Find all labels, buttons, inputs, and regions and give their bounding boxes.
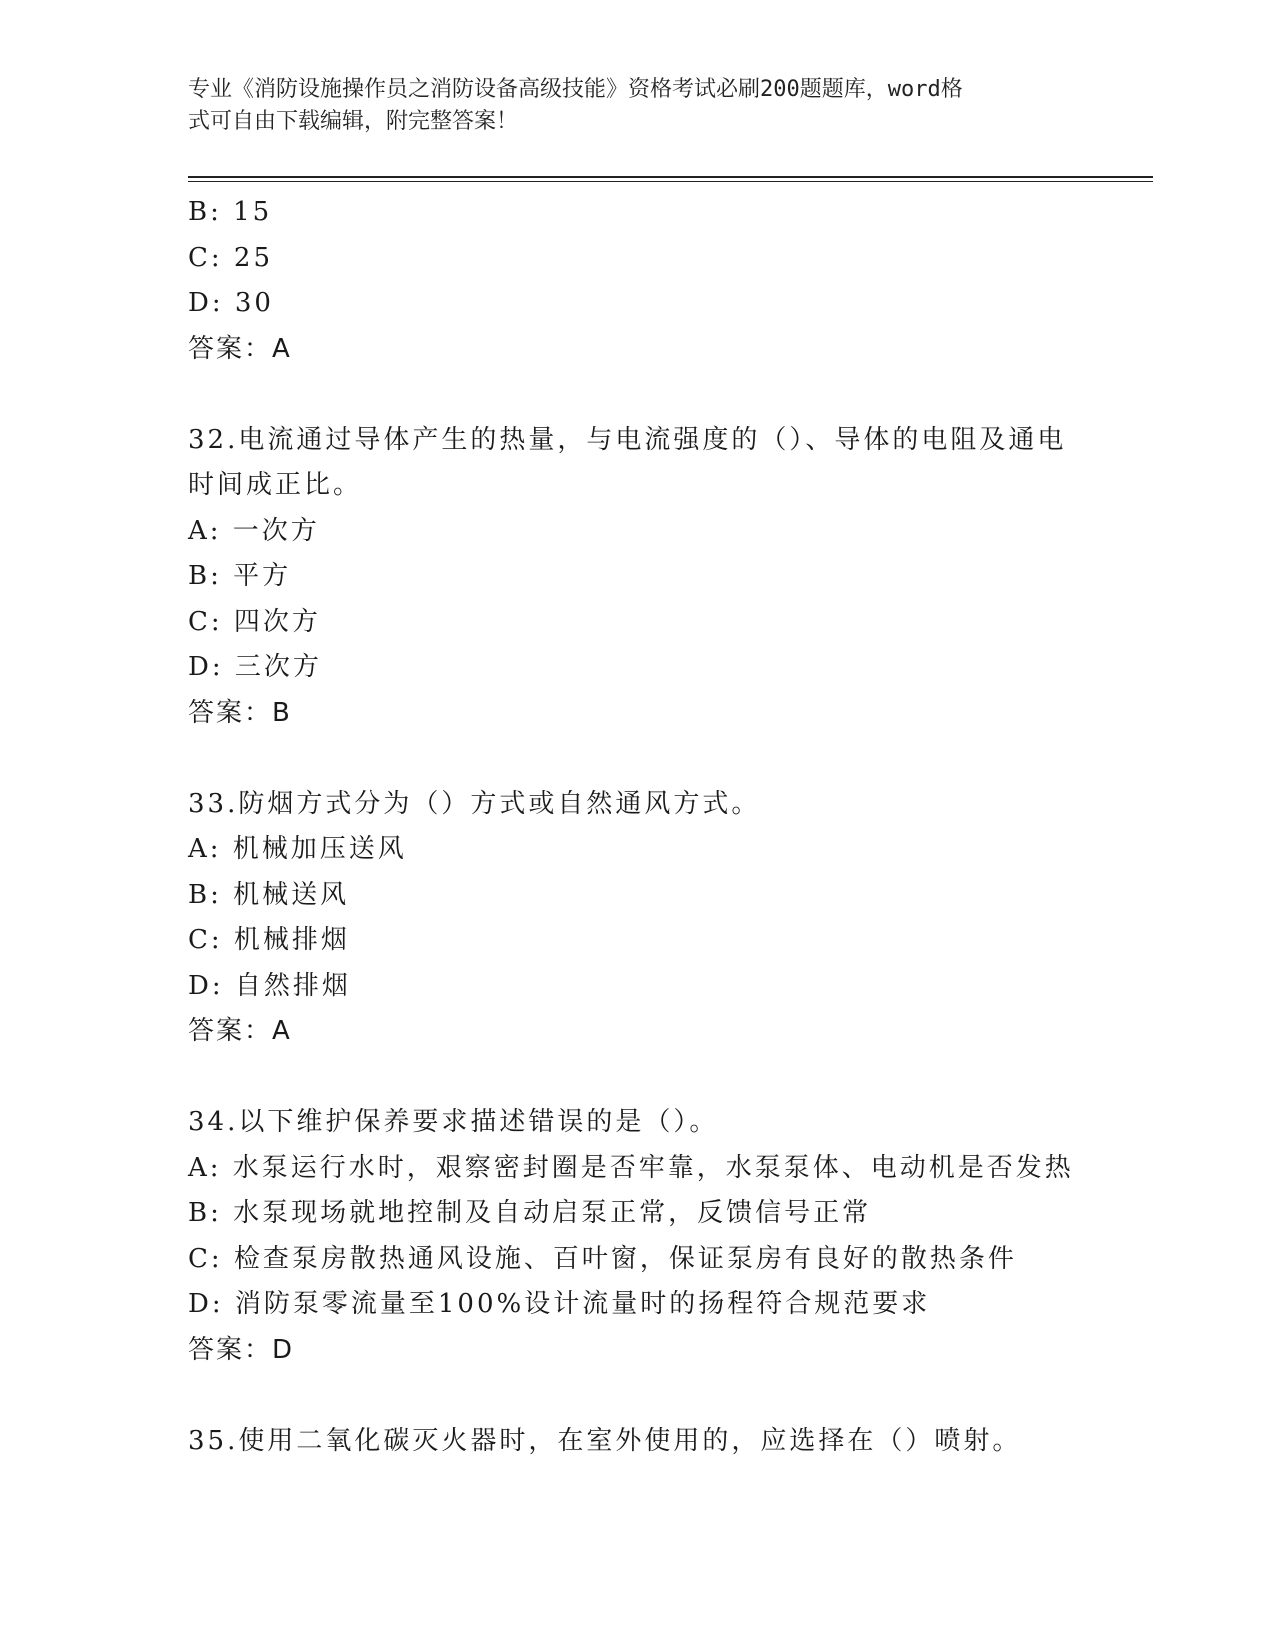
option-d: D: 消防泵零流量至100%设计流量时的扬程符合规范要求 bbox=[188, 1289, 931, 1319]
question-stem-line-1: 32.电流通过导体产生的热量，与电流强度的（）、导体的电阻及通电 bbox=[188, 424, 1067, 455]
option-d: D: 30 bbox=[188, 288, 274, 318]
answer-label: 答案：A bbox=[188, 333, 292, 364]
spacer bbox=[188, 1373, 1088, 1419]
header-divider-thin bbox=[188, 181, 1153, 182]
question-33 bbox=[188, 782, 1088, 1055]
option-b: B: 水泵现场就地控制及自动启泵正常，反馈信号正常 bbox=[188, 1198, 872, 1228]
question-35 bbox=[188, 1419, 1088, 1465]
spacer bbox=[188, 1055, 1088, 1101]
option-c: C: 25 bbox=[188, 242, 274, 273]
document-header bbox=[188, 74, 1068, 138]
option-c: C: 四次方 bbox=[188, 606, 321, 637]
question-34 bbox=[188, 1100, 1088, 1373]
option-a: A: 机械加压送风 bbox=[188, 834, 407, 864]
question-32 bbox=[188, 418, 1088, 737]
question-31-tail bbox=[188, 190, 1088, 372]
option-a: A: 一次方 bbox=[188, 515, 320, 546]
option-b: B: 15 bbox=[188, 197, 273, 227]
option-c: C: 机械排烟 bbox=[188, 925, 350, 955]
question-stem-line-2: 时间成正比。 bbox=[188, 470, 363, 500]
option-a: A: 水泵运行水时，艰察密封圈是否牢靠，水泵泵体、电动机是否发热 bbox=[188, 1152, 1074, 1183]
spacer bbox=[188, 736, 1088, 782]
header-divider-thick bbox=[188, 176, 1153, 178]
question-stem: 33.防烟方式分为（）方式或自然通风方式。 bbox=[188, 788, 761, 819]
question-stem: 34.以下维护保养要求描述错误的是（）。 bbox=[188, 1107, 719, 1137]
question-list bbox=[188, 190, 1088, 1464]
spacer bbox=[188, 372, 1088, 418]
header-line-1: 专业《消防设施操作员之消防设备高级技能》资格考试必刷200题题库，word格 bbox=[188, 77, 963, 102]
option-c: C: 检查泵房散热通风设施、百叶窗，保证泵房有良好的散热条件 bbox=[188, 1243, 1017, 1274]
answer-label: 答案：A bbox=[188, 1016, 292, 1046]
question-stem: 35.使用二氧化碳灭火器时，在室外使用的，应选择在（）喷射。 bbox=[188, 1425, 1022, 1456]
option-d: D: 自然排烟 bbox=[188, 970, 351, 1001]
option-b: B: 机械送风 bbox=[188, 879, 350, 910]
answer-label: 答案：D bbox=[188, 1334, 295, 1365]
option-b: B: 平方 bbox=[188, 561, 292, 591]
header-line-2: 式可自由下载编辑，附完整答案！ bbox=[188, 109, 519, 134]
option-d: D: 三次方 bbox=[188, 652, 322, 682]
answer-label: 答案：B bbox=[188, 697, 292, 728]
